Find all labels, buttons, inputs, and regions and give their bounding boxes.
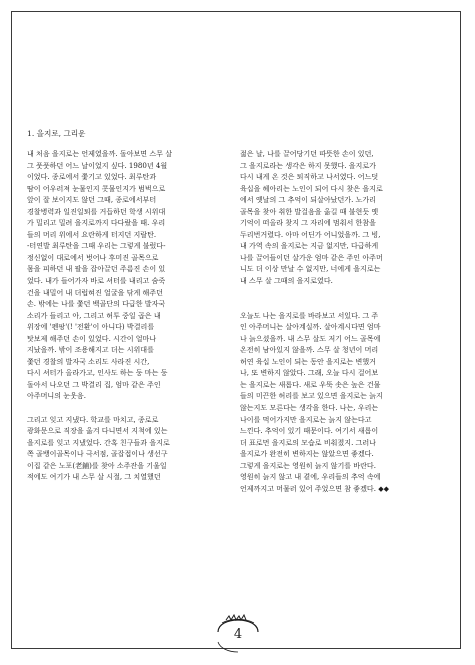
- text-line: 인 아주머니는 살아계실까. 살아계시다면 엄마: [240, 322, 381, 332]
- text-line: 돌아서 나오던 그 박결리 집, 엄마 같은 주인: [27, 379, 161, 389]
- text-line: 쫓던 경찰의 발자국 소리도 사라진 시간,: [27, 356, 150, 366]
- text-line: 지났을까. 밖이 조용해지고 더는 시위대를: [27, 345, 154, 355]
- text-line: [27, 402, 237, 414]
- text-line: 나이를 먹어가지만 을지로는 늙지 않는다고: [240, 414, 372, 424]
- text-line: 들의 머리 위에서 요란하게 터지던 지랄탄.: [27, 229, 157, 239]
- text-line: 탓보제 해주던 손이 있었다. 시간이 얼마나: [27, 333, 157, 343]
- text-line: 이었다. 종로에서 쫓기고 있었다. 최루탄과: [27, 172, 157, 182]
- text-line: 쪽 골뱅이골목이나 극서점, 골잡접이나 생선구: [27, 449, 168, 459]
- text-line: 위장에 '펜팡'(! '전환'이 아니다) 박결리를: [27, 322, 155, 332]
- text-line: 그렇게 을지로는 영원히 늙지 않기를 바란다.: [240, 460, 376, 470]
- text-line: 나를 끌어들이던 살가운 엄마 같은 주인 아주머: [240, 252, 383, 262]
- text-line: 내 가역 속의 을지로는 지금 없지만, 다급하게: [240, 241, 379, 251]
- text-line: 다시 셔터가 올라가고, 인사도 하는 둥 마는 둥: [27, 368, 168, 378]
- text-line: 땀이 어우러져 눈물인지 콧물인지가 범벅으로: [27, 183, 166, 193]
- text-line: 더 표로먼 을지로의 모습로 비춰졌지. 그러나: [240, 437, 376, 447]
- text-line: 경찰병력과 일진일퇴를 거듭하던 학생 시위대: [27, 206, 166, 216]
- text-line: 온전히 남아있지 않을까. 스무 살 청년이 머리: [240, 345, 379, 355]
- text-line: 그 풋풋하던 어느 날이었지 싶다. 1980년 4월: [27, 160, 168, 170]
- text-line: 내 스무 살 그때의 을지로였다.: [240, 276, 333, 286]
- text-line: 었다. 내가 들어가자 바로 셔터를 내리고 숨죽: [27, 276, 166, 286]
- section-heading: 1. 을지로, 그리운: [27, 129, 86, 138]
- text-line: 그 을지로라는 생각은 하지 못했다. 을지로가: [240, 160, 376, 170]
- text-line: [240, 287, 448, 299]
- text-line: 가 밀리고 밀려 을지로까지 다다랐을 때. 우리: [27, 218, 166, 228]
- text-line: 정신없이 대로에서 벗어나 후미진 골목으로: [27, 252, 159, 262]
- text-line: 손. 밖에는 나를 쫓던 백골단의 다급한 발자국: [27, 299, 166, 309]
- text-line: 몸을 피하던 내 팔을 잡아끌던 주름진 손이 있: [27, 264, 166, 274]
- page-number: 4: [233, 627, 243, 642]
- page-footer: [210, 608, 266, 658]
- text-line: 육십을 헤아리는 노인이 되어 다시 찾은 을지로: [240, 183, 383, 193]
- text-line: 기억이 떠올라 찾지 그 자리에 멈춰서 한참을: [240, 218, 376, 228]
- text-line: 다시 내게 온 것은 퇴직하고 나서였다. 어느덧: [240, 172, 379, 182]
- text-line: 소리가 들리고 아, 그리고 허투 중일 곱은 내: [27, 310, 161, 320]
- text-line: 이집 같은 노포(老鋪)를 찾아 소주잔을 기울일: [27, 460, 167, 470]
- text-line: 건을 내밀어 내 더럽혀진 얼굴을 닦게 해주던: [27, 287, 163, 297]
- text-line: 에서 옛날의 그 추억이 되살아났던가. 노가리: [240, 195, 376, 205]
- text-line: 골목을 찾아 취한 발걸음을 옮길 때 불현듯 옛: [240, 206, 379, 216]
- text-line: 적에도 여기가 내 스무 살 시절, 그 치열했던: [27, 472, 161, 482]
- text-line: [240, 298, 448, 310]
- text-line: 허연 육십 노인이 되는 동안 을지로는 변했거: [240, 356, 376, 366]
- text-line: -터연발 최루탄을 그때 우리는 그렇게 불렀다-: [27, 241, 166, 251]
- text-line: 는 을지로는 새롭다. 새로 우뚝 솟은 높은 건물: [240, 379, 381, 389]
- text-line: 영원히 늙지 않고 내 곁에, 우리들의 추억 속에: [240, 472, 381, 482]
- text-line: 아주머니의 눈웃음.: [27, 391, 86, 401]
- text-line: 내 처음 을지로는 언제였을까. 돌아보면 스무 살: [27, 149, 173, 158]
- text-line: 젊은 날, 나를 끌어당기던 따뜻한 손이 있던,: [240, 149, 374, 158]
- text-line: 언제까지고 머물러 있어 주었으면 참 좋겠다. ◆◆: [240, 483, 390, 493]
- text-line: 그리고 잊고 지냈다. 학교를 마치고, 종로로: [27, 414, 159, 424]
- text-line: 니도 더 이상 만날 수 없지만, 너에게 을지로는: [240, 264, 381, 274]
- text-line: 광화문으로 직장을 옮겨 다니면서 지척에 있는: [27, 426, 168, 436]
- left-column: [27, 148, 237, 483]
- text-line: 을지로를 잊고 지냈었다. 간혹 친구들과 을지로: [27, 437, 170, 447]
- right-column: [240, 148, 448, 494]
- text-line: 을지로가 완전히 변하지는 않았으면 좋겠다.: [240, 449, 374, 459]
- text-line: 나 늙으셨을까. 내 스무 살도 저기 어느 골목에: [240, 333, 381, 343]
- text-line: 오늘도 나는 을지로를 바라보고 서있다. 그 주: [240, 310, 379, 320]
- text-line: 들의 미끈한 허리를 보고 있으면 을지로는 늙지: [240, 391, 383, 401]
- text-line: 않는지도 모른다는 생각을 한다. 나는, 우리는: [240, 403, 379, 413]
- text-line: 느낀다. 추억이 있기 때문이다. 여기서 새롭이: [240, 426, 379, 436]
- text-line: 앞이 잘 보이지도 않던 그때, 종로에서부터: [27, 195, 157, 205]
- text-line: 나, 또 변하지 않았다. 그래, 오늘 다시 걸어보: [240, 368, 379, 378]
- text-line: 두리번거렸다. 아마 어딘가 어니었을까. 그 빙,: [240, 229, 381, 239]
